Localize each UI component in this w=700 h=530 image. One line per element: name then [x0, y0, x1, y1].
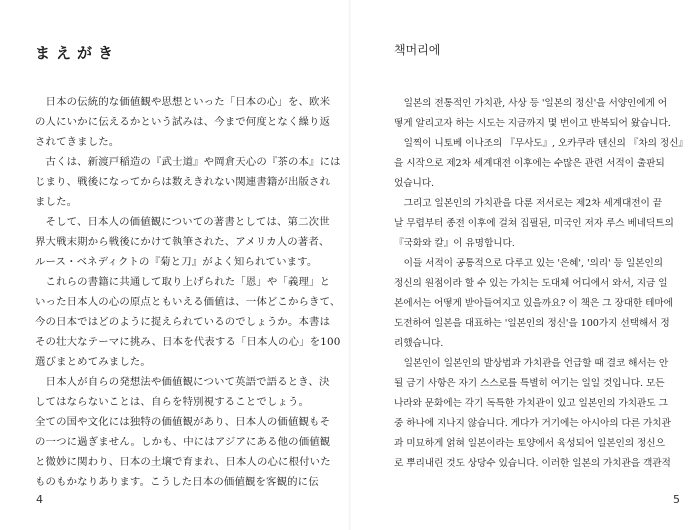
text-line: その壮大なテーマに挑み、日本を代表する「日本人の心」を100 — [35, 336, 341, 348]
text-line: 었습니다. — [394, 178, 435, 189]
text-line: 이들 서적이 공통적으로 다루고 있는 '은혜', '의리' 등 일본인의 — [394, 258, 663, 269]
text-line: 그리고 일본인의 가치관을 다룬 저서로는 제2차 세계대전이 끝 — [394, 198, 662, 209]
text-line: ものもかなりあります。こうした日本の価値観を客観的に伝 — [35, 476, 319, 488]
text-line: 일찍이 니토베 이나조의 『무사도』, 오카쿠라 텐신의 『차의 정신』 — [394, 138, 688, 149]
text-line: 떻게 알리고자 하는 시도는 지금까지 몇 번이고 반복되어 왔습니다. — [394, 118, 671, 129]
right-page-number: 5 — [673, 493, 680, 506]
text-line: 今の日本ではどのように捉えられているのでしょうか。本書は — [35, 316, 331, 328]
left-page-title: まえがき — [35, 44, 120, 62]
text-line: 일본인이 일본인의 발상법과 가치관을 언급할 때 결코 해서는 안 — [394, 358, 669, 369]
text-line: 을 시작으로 제2차 세계대전 이후에는 수많은 관련 서적이 출판되 — [394, 158, 665, 169]
text-line: と微妙に関わり、日本の土壌で育まれ、日本人の心に根付いた — [35, 456, 331, 468]
right-page — [350, 0, 700, 530]
text-line: 될 금기 사항은 자기 스스로를 특별히 여기는 일일 것입니다. 모든 — [394, 378, 665, 389]
text-line: 본에서는 어떻게 받아들여지고 있을까요? 이 책은 그 장대한 테마에 — [394, 298, 673, 309]
text-line: 리했습니다. — [394, 338, 444, 349]
text-line: 全ての国や文化には独特の価値観があり、日本人の価値観もそ — [35, 416, 331, 428]
left-page-number: 4 — [36, 493, 43, 506]
text-line: されてきました。 — [35, 136, 120, 148]
text-line: ルース・ベネディクトの『菊と刀』がよく知られています。 — [35, 256, 318, 268]
left-page-body — [35, 92, 341, 492]
text-line: これらの書籍に共通して取り上げられた「恩」や「義理」と — [35, 276, 331, 288]
text-line: 日本の伝統的な価値観や思想といった「日本の心」を、欧米 — [35, 96, 331, 108]
text-line: 과 미묘하게 얽혀 일본이라는 토양에서 육성되어 일본인의 정신으 — [394, 438, 665, 449]
right-page-body — [394, 94, 688, 474]
text-line: 중 하나에 지나지 않습니다. 게다가 거기에는 아시아의 다른 가치관 — [394, 418, 671, 429]
text-line: 나라와 문화에는 각기 독특한 가치관이 있고 일본인의 가치관도 그 — [394, 398, 668, 409]
text-line: じまり、戦後になってからは数えきれない関連書籍が出版され — [35, 176, 331, 188]
text-line: ました。 — [35, 196, 78, 208]
text-line: 古くは、新渡戸稲造の『武士道』や岡倉天心の『茶の本』には — [35, 156, 341, 168]
text-line: の人にいかに伝えるかという試みは、今まで何度となく繰り返 — [35, 116, 331, 128]
text-line: 정신의 원점이라 할 수 있는 가치는 도대체 어디에서 와서, 지금 일 — [394, 278, 668, 289]
text-line: してはならないことは、自らを特別視することでしょう。 — [35, 396, 310, 408]
text-line: 날 무렵부터 종전 이후에 걸쳐 집필된, 미국인 저자 루스 베네딕트의 — [394, 218, 674, 229]
right-page-title: 책머리에 — [394, 43, 441, 57]
text-line: 로 뿌리내린 것도 상당수 있습니다. 이러한 일본의 가치관을 객관적 — [394, 458, 671, 469]
text-line: 도전하여 일본을 대표하는 '일본인의 정신'을 100가지 선택해서 정 — [394, 318, 670, 329]
text-line: 일본의 전통적인 가치관, 사상 등 '일본의 정신'을 서양인에게 어 — [394, 98, 667, 109]
text-line: そして、日本人の価値観についての著書としては、第二次世 — [35, 216, 330, 228]
text-line: 選びまとめてみました。 — [35, 356, 151, 368]
text-line: 日本人が自らの発想法や価値観について英語で語るとき、決 — [35, 376, 330, 388]
text-line: の一つに過ぎません。しかも、中にはアジアにある他の価値観 — [35, 436, 331, 448]
text-line: いった日本人の心の原点ともいえる価値は、一体どこからきて、 — [35, 296, 341, 308]
text-line: 『국화와 칼』이 유명합니다. — [394, 238, 515, 249]
text-line: 界大戦末期から戦後にかけて執筆された、アメリカ人の著者、 — [35, 236, 330, 248]
